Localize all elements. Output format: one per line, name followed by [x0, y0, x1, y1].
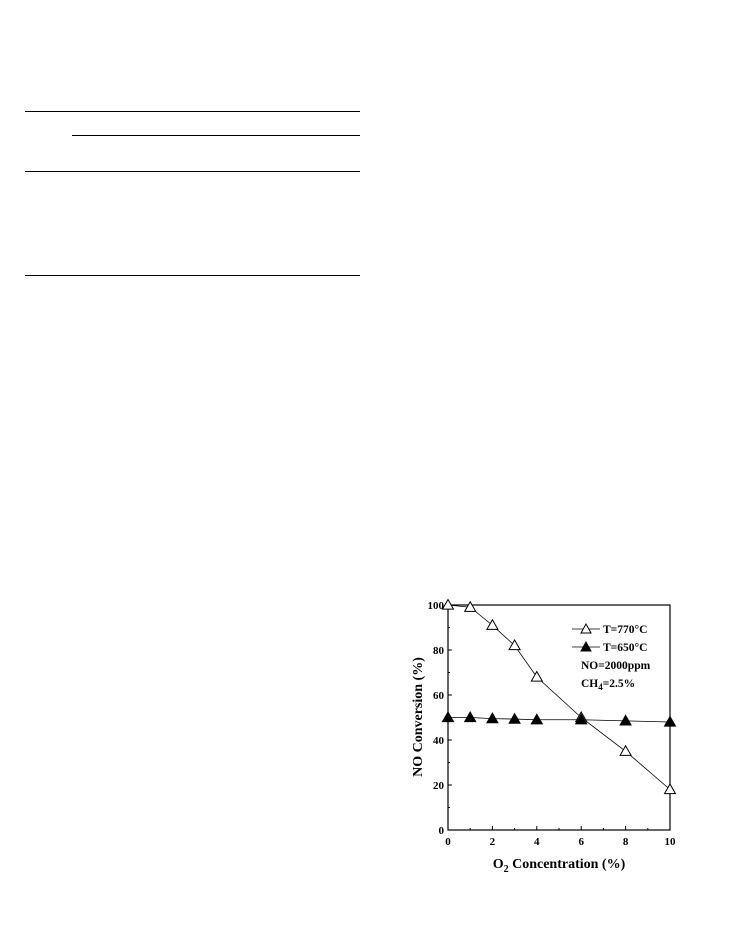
- data-point-s1-4: [531, 714, 542, 724]
- data-point-s1-6: [620, 715, 631, 725]
- legend-label-770: T=770°C: [603, 624, 648, 636]
- y-tick-label-60: 60: [433, 690, 444, 702]
- x-tick-label-4: 4: [534, 836, 540, 848]
- annotation-ch4-main: CH: [581, 678, 599, 690]
- x-tick-label-0: 0: [445, 836, 451, 848]
- table-top-rule: [25, 111, 360, 112]
- y-axis-title: NO Conversion (%): [411, 657, 426, 777]
- legend-label-650: T=650°C: [603, 642, 648, 654]
- legend-marker-650: [581, 642, 591, 651]
- annotation-no-concentration: NO=2000ppm: [581, 660, 651, 672]
- table-header-rule: [25, 171, 360, 172]
- y-tick-label-100: 100: [427, 600, 444, 612]
- data-point-s0-2: [487, 620, 498, 630]
- table-sub-rule: [72, 135, 360, 136]
- data-point-s1-7: [665, 717, 676, 727]
- data-point-s1-2: [487, 713, 498, 723]
- annotation-ch4-concentration: [581, 678, 635, 692]
- figure-no-conversion: [400, 590, 700, 880]
- x-tick-label-6: 6: [578, 836, 584, 848]
- series-line-1: [448, 718, 670, 723]
- x-tick-label-10: 10: [664, 836, 676, 848]
- legend-marker-770: [581, 624, 591, 633]
- y-tick-label-0: 0: [438, 825, 444, 837]
- no-conversion-chart: [400, 590, 700, 880]
- x-axis-title-rest: Concentration (%): [508, 857, 626, 872]
- y-tick-label-20: 20: [433, 780, 444, 792]
- data-point-s0-6: [620, 746, 631, 756]
- x-tick-label-2: 2: [489, 836, 496, 848]
- x-axis-title-main: O: [492, 857, 504, 872]
- x-axis-title-subscript: 2: [503, 864, 509, 875]
- annotation-ch4-subscript: 4: [598, 682, 603, 692]
- annotation-ch4-rest: =2.5%: [602, 678, 636, 690]
- data-point-s1-0: [443, 712, 454, 722]
- x-axis-title: [493, 857, 626, 875]
- y-tick-label-40: 40: [433, 735, 444, 747]
- data-point-s1-3: [509, 714, 520, 724]
- data-point-s1-1: [465, 712, 476, 722]
- data-point-s0-3: [509, 640, 520, 650]
- table-bottom-rule: [25, 275, 360, 276]
- x-tick-label-8: 8: [622, 836, 629, 848]
- data-point-s0-4: [531, 672, 542, 682]
- y-tick-label-80: 80: [433, 645, 444, 657]
- data-point-s0-0: [443, 600, 454, 610]
- legend: [572, 624, 651, 692]
- data-point-s0-7: [665, 784, 676, 794]
- plot-frame: [448, 605, 670, 830]
